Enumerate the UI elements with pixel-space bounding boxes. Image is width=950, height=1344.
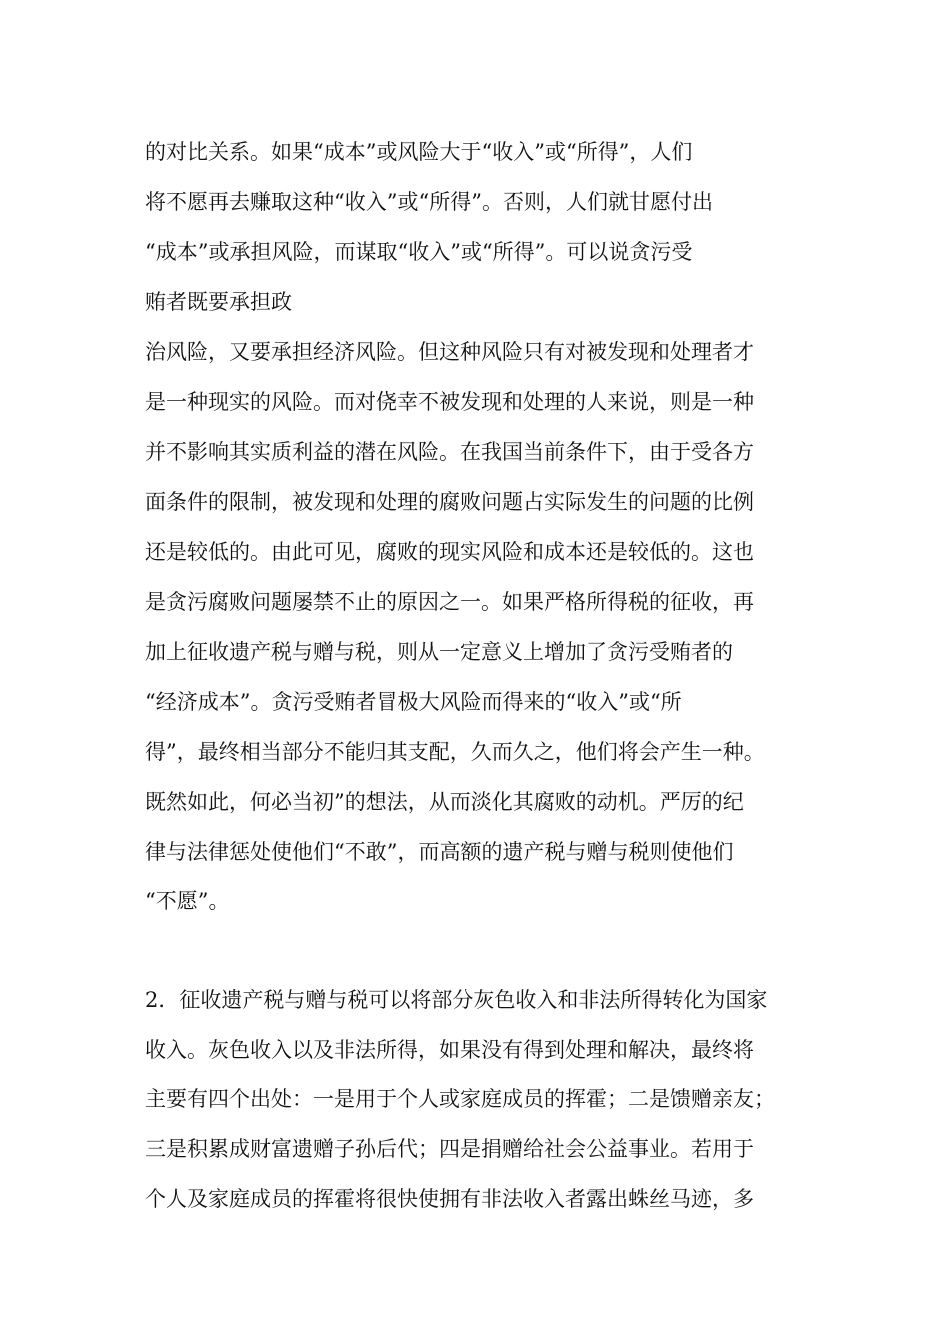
text-line: 是一种现实的风险。而对侥幸不被发现和处理的人来说，则是一种 [145,390,754,414]
text-line: 面条件的限制，被发现和处理的腐败问题占实际发生的问题的比例 [145,490,754,514]
text-line: 将不愿再去赚取这种“收入”或“所得”。否则，人们就甘愿付出 [145,190,713,214]
text-line: 既然如此，何必当初”的想法，从而淡化其腐败的动机。严厉的纪 [145,790,744,814]
text-line: 主要有四个出处：一是用于个人或家庭成员的挥霍；二是馈赠亲友； [145,1087,775,1111]
text-line: “成本”或承担风险，而谋取“收入”或“所得”。可以说贪污受 [145,240,693,264]
text-line: “经济成本”。贪污受贿者冒极大风险而得来的“收入”或“所 [145,690,682,714]
text-line: 得”，最终相当部分不能归其支配，久而久之，他们将会产生一种。 [145,740,765,764]
text-line: 三是积累成财富遗赠子孙后代；四是捐赠给社会公益事业。若用于 [145,1137,754,1161]
text-line: 还是较低的。由此可见，腐败的现实风险和成本还是较低的。这也 [145,540,754,564]
text-line: 收入。灰色收入以及非法所得，如果没有得到处理和解决，最终将 [145,1038,754,1062]
text-line: 个人及家庭成员的挥霍将很快使拥有非法收入者露出蛛丝马迹，多 [145,1187,754,1211]
text-line: 2．征收遗产税与赠与税可以将部分灰色收入和非法所得转化为国家 [145,988,768,1012]
text-line: 的对比关系。如果“成本”或风险大于“收入”或“所得”，人们 [145,140,693,164]
text-line: 贿者既要承担政 [145,290,292,314]
text-line: “不愿”。 [145,889,230,913]
text-line: 并不影响其实质利益的潜在风险。在我国当前条件下，由于受各方 [145,440,754,464]
text-line: 治风险，又要承担经济风险。但这种风险只有对被发现和处理者才 [145,340,754,364]
text-line: 加上征收遗产税与赠与税，则从一定意义上增加了贪污受贿者的 [145,640,733,664]
text-line: 是贪污腐败问题屡禁不止的原因之一。如果严格所得税的征收，再 [145,590,754,614]
text-line: 律与法律惩处使他们“不敢”，而高额的遗产税与赠与税则使他们 [145,840,734,864]
